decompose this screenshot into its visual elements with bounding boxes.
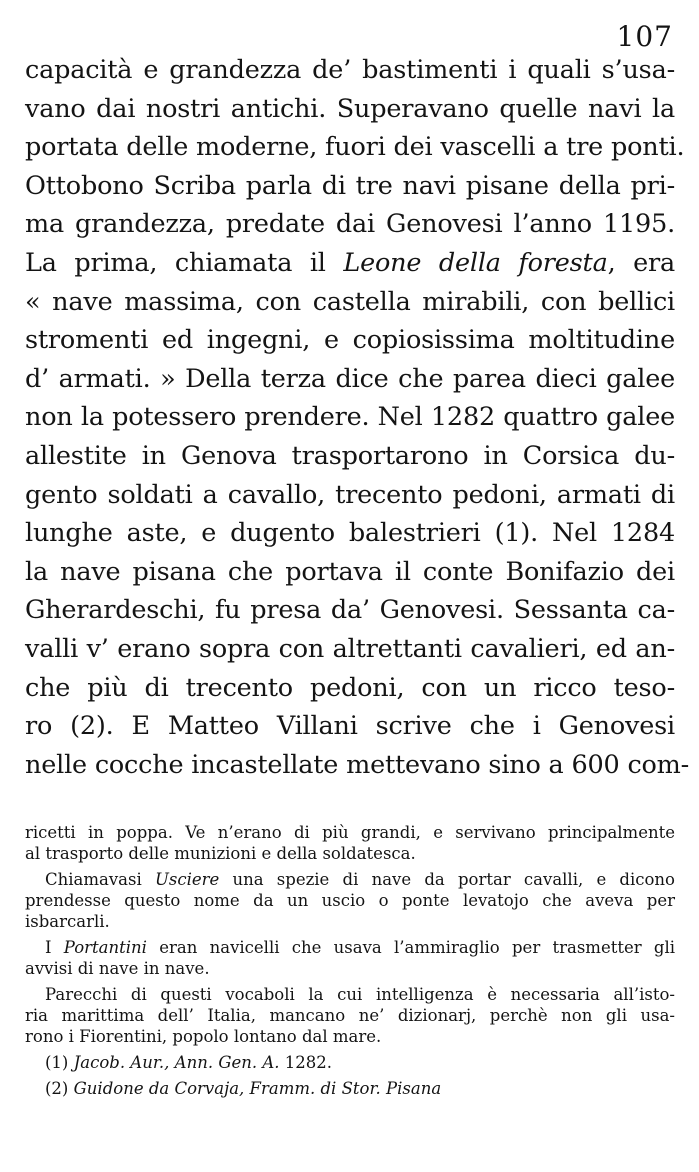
text-line: non la potessero prendere. Nel 1282 quattro galee [25,402,675,433]
text-line: capacità e grandezza de’ bastimenti i quali s’usa- [25,55,675,85]
main-text [25,51,690,784]
text-fragment: Chiamavasi [45,870,155,889]
footnote-paragraph [25,822,675,864]
text-line: « nave massima, con castella mirabili, con bellici [25,286,675,317]
text-fragment: La prima, chiamata il [25,247,344,278]
text-line: Ottobono Scriba parla di tre navi pisane della pri- [25,170,675,201]
footnote-line: avvisi di nave in nave. [25,959,210,978]
text-line: Gherardeschi, fu presa da’ Genovesi. Sessanta ca- [25,595,675,626]
text-line: portata delle moderne, fuori dei vascelli a tre ponti. [25,132,685,163]
text-fragment: 1282. [279,1053,333,1072]
text-line: che più di trecento pedoni, con un ricco teso- [25,672,675,703]
text-line: la nave pisana che portava il conte Bonifazio dei [25,556,675,587]
footnote-line [25,937,675,958]
text-line: vano dai nostri antichi. Superavano quelle navi la [25,93,675,124]
footnote-line [25,1078,675,1099]
text-fragment: , era [607,247,675,278]
footnote-line: Parecchi di questi vocaboli la cui intelligenza è necessaria all’isto- [45,985,675,1004]
footnote-paragraph [25,869,675,932]
text-line [25,244,675,283]
text-line: stromenti ed ingegni, e copiosissima moltitudine [25,325,675,356]
text-line: ma grandezza, predate dai Genovesi l’anno 1195. [25,209,675,240]
italic-term: Usciere [154,870,220,889]
page-number: 107 [616,20,673,53]
footnote-line: prendesse questo nome da un uscio o ponte levatojo che aveva per [25,891,675,910]
footnote-line: al trasporto delle munizioni e della soldatesca. [25,844,416,863]
footnote-line: isbarcarli. [25,912,110,931]
citation: Jacob. Aur., Ann. Gen. A. [73,1053,280,1072]
text-line: allestite in Genova trasportarono in Corsica du- [25,440,675,471]
footnote-line: ricetti in poppa. Ve n’erano di più grandi, e servivano principalmente [25,823,675,842]
citation: Guidone da Corvaja, Framm. di Stor. Pisana [73,1079,442,1098]
footnote-line [25,1052,675,1073]
text-line: lunghe aste, e dugento balestrieri (1). Nel 1284 [25,518,675,549]
footnote-marker: (1) [45,1053,74,1072]
footnote-line: rono i Fiorentini, popolo lontano dal mare. [25,1027,382,1046]
italic-term: Portantini [63,938,147,957]
text-fragment: eran navicelli che usava l’ammiraglio per trasmetter gli [146,938,675,957]
footnotes [25,822,675,1104]
text-line: ro (2). E Matteo Villani scrive che i Genovesi [25,711,675,742]
text-fragment: una spezie di nave da portar cavalli, e dicono [219,870,675,889]
text-line: nelle cocche incastellate mettevano sino a 600 com- [25,749,690,780]
text-line: gento soldati a cavallo, trecento pedoni, armati di [25,479,675,510]
footnote-line: ria marittima dell’ Italia, mancano ne’ dizionarj, perchè non gli usa- [25,1006,675,1025]
footnote-reference [25,1052,675,1073]
footnote-paragraph [25,984,675,1047]
footnote-reference [25,1078,675,1099]
text-line: valli v’ erano sopra con altrettanti cavalieri, ed an- [25,633,675,664]
text-fragment: I [45,938,64,957]
footnote-paragraph [25,937,675,979]
footnote-marker: (2) [45,1079,74,1098]
italic-title: Leone della foresta [343,247,608,278]
text-line: d’ armati. » Della terza dice che parea dieci galee [25,363,675,394]
footnote-line [25,869,675,890]
